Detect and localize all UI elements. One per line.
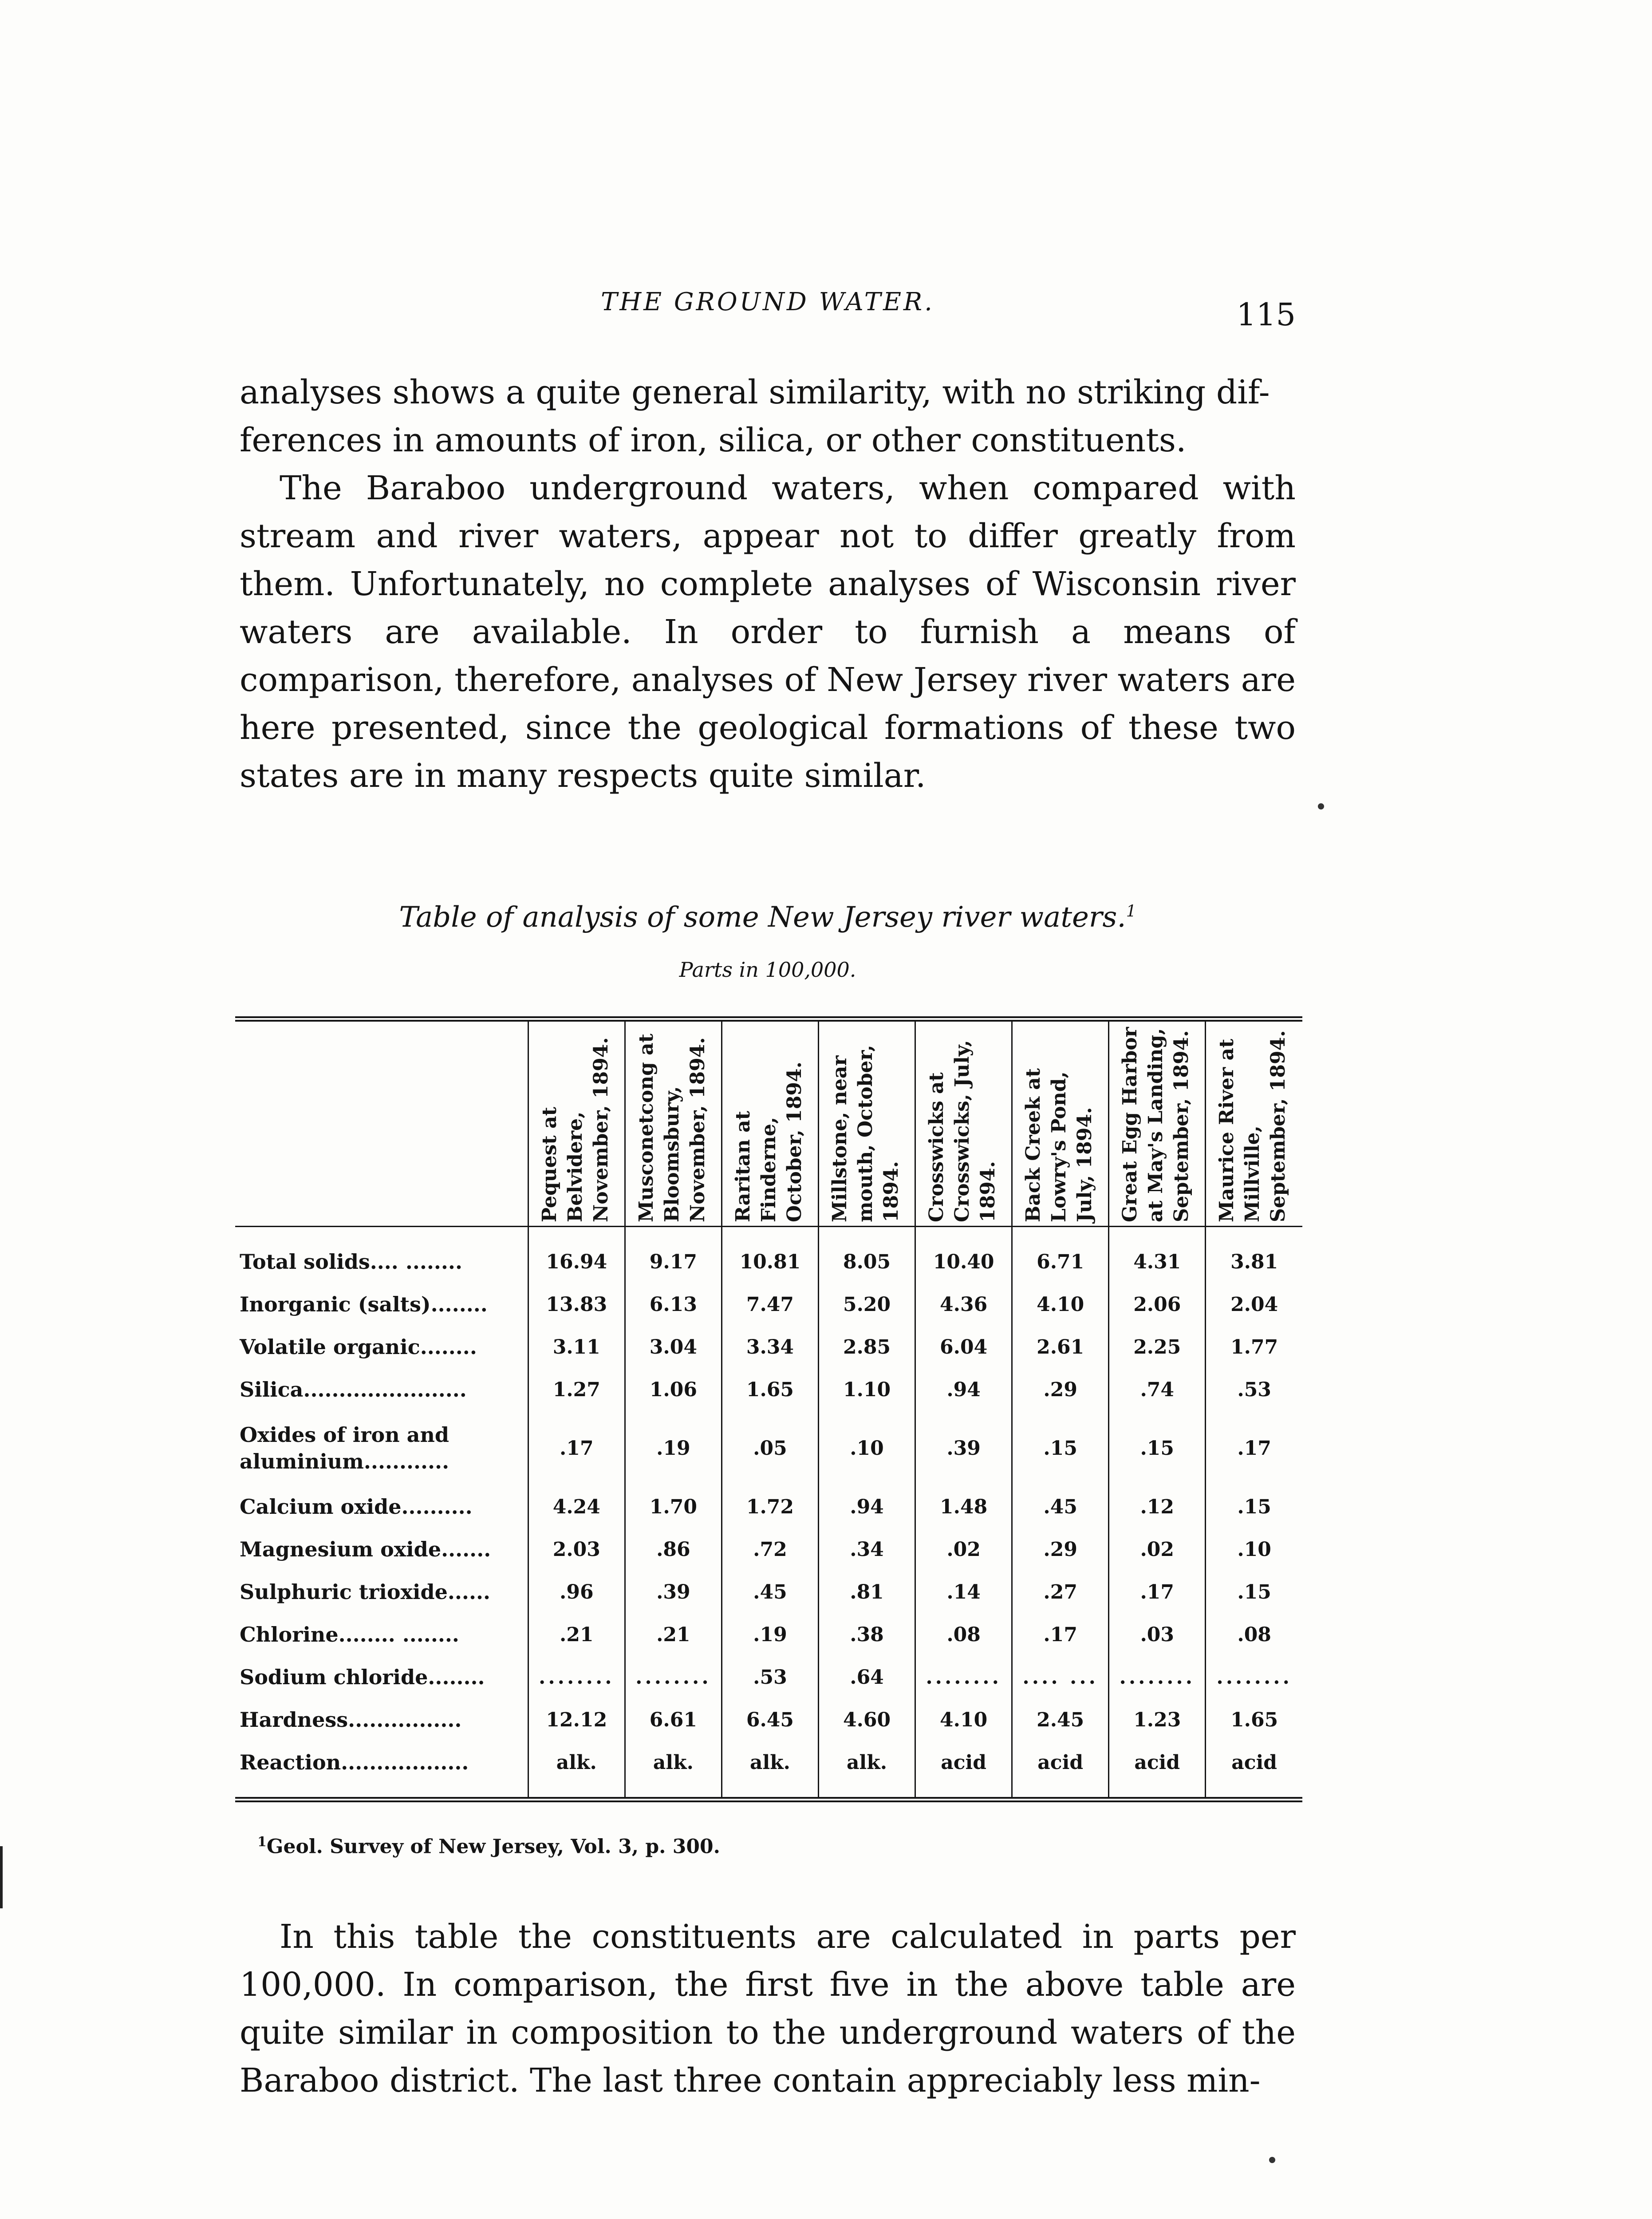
table-cell: .96 <box>528 1571 625 1613</box>
table-cell: .17 <box>1206 1411 1302 1485</box>
table-row <box>235 1485 1302 1528</box>
table-cell: .94 <box>915 1368 1012 1411</box>
table-cell: 1.72 <box>722 1485 818 1528</box>
column-header: Raritan at Finderne, October, 1894. <box>722 1019 818 1227</box>
table-cell: 13.83 <box>528 1283 625 1326</box>
analysis-table <box>235 1016 1302 1802</box>
table-row <box>235 1698 1302 1741</box>
table-cell: ........ <box>528 1656 625 1698</box>
table-cell: .08 <box>915 1613 1012 1656</box>
table-cell: 1.65 <box>722 1368 818 1411</box>
table-cell: ........ <box>915 1656 1012 1698</box>
table-cell: acid <box>915 1741 1012 1800</box>
table-cell: 4.24 <box>528 1485 625 1528</box>
table-cell: .03 <box>1109 1613 1206 1656</box>
table-row <box>235 1326 1302 1368</box>
table-cell: .34 <box>819 1528 915 1571</box>
table-cell: .17 <box>1109 1571 1206 1613</box>
table-cell: 6.61 <box>625 1698 722 1741</box>
paragraph-baraboo: The Baraboo underground waters, when compared with stream and river waters, appear not to differ greatly from them. Unfortunately, no complete analyses of Wisconsin river waters are available. In order to furnish a means of comparison, therefore, analyses of New Jersey river waters are here presented, since the geological formations of these two states are in many respects quite similar. <box>240 469 1296 795</box>
scan-edge-mark <box>0 1846 3 1908</box>
body-text-bottom <box>240 1913 1296 2104</box>
table-cell: 3.11 <box>528 1326 625 1368</box>
table-cell: 3.04 <box>625 1326 722 1368</box>
table-cell: .53 <box>722 1656 818 1698</box>
table-row <box>235 1613 1302 1656</box>
table-cell: 9.17 <box>625 1227 722 1283</box>
table-row <box>235 1528 1302 1571</box>
row-label: Total solids.... ........ <box>240 1250 462 1274</box>
table-cell: 1.65 <box>1206 1698 1302 1741</box>
paragraph-comparison: In this table the constituents are calculated in parts per 100,000. In comparison, the first five in the above table are quite similar in composition to the underground waters of the Baraboo district. The last three contain appreciably less min- <box>240 1918 1296 2100</box>
table-row <box>235 1656 1302 1698</box>
paragraph-continuation <box>240 368 1296 464</box>
table-cell: .29 <box>1012 1528 1109 1571</box>
table-cell: 12.12 <box>528 1698 625 1741</box>
table-cell: alk. <box>819 1741 915 1800</box>
column-header: Great Egg Harbor at May's Landing, September, 1894. <box>1109 1019 1206 1227</box>
table-row <box>235 1227 1302 1283</box>
table-cell: 3.81 <box>1206 1227 1302 1283</box>
row-label: Reaction.................. <box>240 1750 469 1774</box>
table-cell: 4.36 <box>915 1283 1012 1326</box>
row-label: Chlorine........ ........ <box>240 1623 459 1646</box>
table-cell: 2.06 <box>1109 1283 1206 1326</box>
table-cell: .19 <box>625 1411 722 1485</box>
row-label: Sodium chloride........ <box>240 1665 485 1689</box>
table-cell: .21 <box>528 1613 625 1656</box>
running-title: THE GROUND WATER. <box>601 288 934 316</box>
table-cell: acid <box>1206 1741 1302 1800</box>
table-cell: 8.05 <box>819 1227 915 1283</box>
table-cell: .45 <box>1012 1485 1109 1528</box>
line-1: analyses shows a quite general similarity, with no striking dif- <box>240 373 1270 411</box>
table-title-note-mark: 1 <box>1126 902 1136 921</box>
table-cell: alk. <box>722 1741 818 1800</box>
table-cell: .86 <box>625 1528 722 1571</box>
table-cell: 6.71 <box>1012 1227 1109 1283</box>
row-label: Silica....................... <box>240 1378 467 1402</box>
table-cell: .05 <box>722 1411 818 1485</box>
table-cell: .81 <box>819 1571 915 1613</box>
table-cell: .15 <box>1206 1571 1302 1613</box>
table-cell: 1.48 <box>915 1485 1012 1528</box>
table-cell: 2.61 <box>1012 1326 1109 1368</box>
table-cell: 5.20 <box>819 1283 915 1326</box>
table-cell: .15 <box>1012 1411 1109 1485</box>
table-cell: 6.04 <box>915 1326 1012 1368</box>
table-body <box>235 1227 1302 1800</box>
column-header: Musconetcong at Bloomsbury, November, 1894. <box>625 1019 722 1227</box>
table-cell: 4.31 <box>1109 1227 1206 1283</box>
column-header: Millstone, near mouth, October, 1894. <box>819 1019 915 1227</box>
table-cell: alk. <box>528 1741 625 1800</box>
table-cell: .39 <box>625 1571 722 1613</box>
table-header-row <box>235 1019 1302 1227</box>
table-row <box>235 1411 1302 1485</box>
table-cell: 1.27 <box>528 1368 625 1411</box>
table-cell: .45 <box>722 1571 818 1613</box>
row-label: Magnesium oxide....... <box>240 1537 491 1561</box>
table-cell: .94 <box>819 1485 915 1528</box>
table-cell: .15 <box>1109 1411 1206 1485</box>
table-cell: .27 <box>1012 1571 1109 1613</box>
table-cell: acid <box>1109 1741 1206 1800</box>
scan-speck <box>1269 2157 1275 2163</box>
table-cell: ........ <box>625 1656 722 1698</box>
row-label: Oxides of iron and aluminium............ <box>240 1423 449 1473</box>
running-head <box>240 288 1296 341</box>
table-cell: .... ... <box>1012 1656 1109 1698</box>
table-cell: 1.10 <box>819 1368 915 1411</box>
column-header: Back Creek at Lowry's Pond, July, 1894. <box>1012 1019 1109 1227</box>
table-cell: 2.25 <box>1109 1326 1206 1368</box>
page-number: 115 <box>1236 296 1296 333</box>
table-cell: .12 <box>1109 1485 1206 1528</box>
table-cell: .08 <box>1206 1613 1302 1656</box>
table-cell: .14 <box>915 1571 1012 1613</box>
column-header: Crosswicks at Crosswicks, July, 1894. <box>915 1019 1012 1227</box>
footnote <box>257 1834 720 1858</box>
table-cell: 1.77 <box>1206 1326 1302 1368</box>
body-text-top <box>240 368 1296 800</box>
header-blank <box>235 1019 528 1227</box>
table-title-text: Table of analysis of some New Jersey river waters. <box>399 901 1126 934</box>
table-cell: 10.40 <box>915 1227 1012 1283</box>
table-cell: acid <box>1012 1741 1109 1800</box>
table-cell: 6.45 <box>722 1698 818 1741</box>
footnote-text: Geol. Survey of New Jersey, Vol. 3, p. 300. <box>266 1835 720 1858</box>
row-label: Volatile organic........ <box>240 1335 477 1359</box>
table-cell: .38 <box>819 1613 915 1656</box>
table-cell: .17 <box>528 1411 625 1485</box>
table-cell: 4.10 <box>915 1698 1012 1741</box>
line-2: ferences in amounts of iron, silica, or other constituents. <box>240 421 1187 459</box>
table-cell: .74 <box>1109 1368 1206 1411</box>
table-cell: .29 <box>1012 1368 1109 1411</box>
row-label: Sulphuric trioxide...... <box>240 1580 490 1604</box>
row-label: Calcium oxide.......... <box>240 1495 473 1519</box>
table-row <box>235 1283 1302 1326</box>
column-header: Pequest at Belvidere, November, 1894. <box>528 1019 625 1227</box>
table-cell: .19 <box>722 1613 818 1656</box>
table-subtitle: Parts in 100,000. <box>679 958 856 982</box>
table-cell: 1.23 <box>1109 1698 1206 1741</box>
table-cell: .02 <box>915 1528 1012 1571</box>
table-cell: ........ <box>1109 1656 1206 1698</box>
table-cell: 2.03 <box>528 1528 625 1571</box>
table-cell: .21 <box>625 1613 722 1656</box>
row-label: Inorganic (salts)........ <box>240 1292 488 1316</box>
footnote-mark: 1 <box>257 1834 267 1850</box>
row-label: Hardness................ <box>240 1708 462 1732</box>
table-cell: .64 <box>819 1656 915 1698</box>
table-cell: 1.70 <box>625 1485 722 1528</box>
table-cell: .39 <box>915 1411 1012 1485</box>
table-cell: .15 <box>1206 1485 1302 1528</box>
table-cell: 2.85 <box>819 1326 915 1368</box>
table-cell: 16.94 <box>528 1227 625 1283</box>
table-cell: 4.60 <box>819 1698 915 1741</box>
table-row <box>235 1368 1302 1411</box>
table-row <box>235 1571 1302 1613</box>
table-cell: .02 <box>1109 1528 1206 1571</box>
table-cell: .17 <box>1012 1613 1109 1656</box>
table-cell: 2.45 <box>1012 1698 1109 1741</box>
table-cell: .53 <box>1206 1368 1302 1411</box>
table-cell: 1.06 <box>625 1368 722 1411</box>
table-cell: .10 <box>819 1411 915 1485</box>
table-row <box>235 1741 1302 1800</box>
table-cell: 2.04 <box>1206 1283 1302 1326</box>
table-cell: .10 <box>1206 1528 1302 1571</box>
table-cell: 3.34 <box>722 1326 818 1368</box>
table-cell: .72 <box>722 1528 818 1571</box>
table-cell: ........ <box>1206 1656 1302 1698</box>
table-cell: 4.10 <box>1012 1283 1109 1326</box>
scan-speck <box>1318 803 1324 809</box>
table-cell: 7.47 <box>722 1283 818 1326</box>
column-header: Maurice River at Millville, September, 1894. <box>1206 1019 1302 1227</box>
table-cell: alk. <box>625 1741 722 1800</box>
table-cell: 6.13 <box>625 1283 722 1326</box>
table-cell: 10.81 <box>722 1227 818 1283</box>
table-title <box>240 901 1296 934</box>
